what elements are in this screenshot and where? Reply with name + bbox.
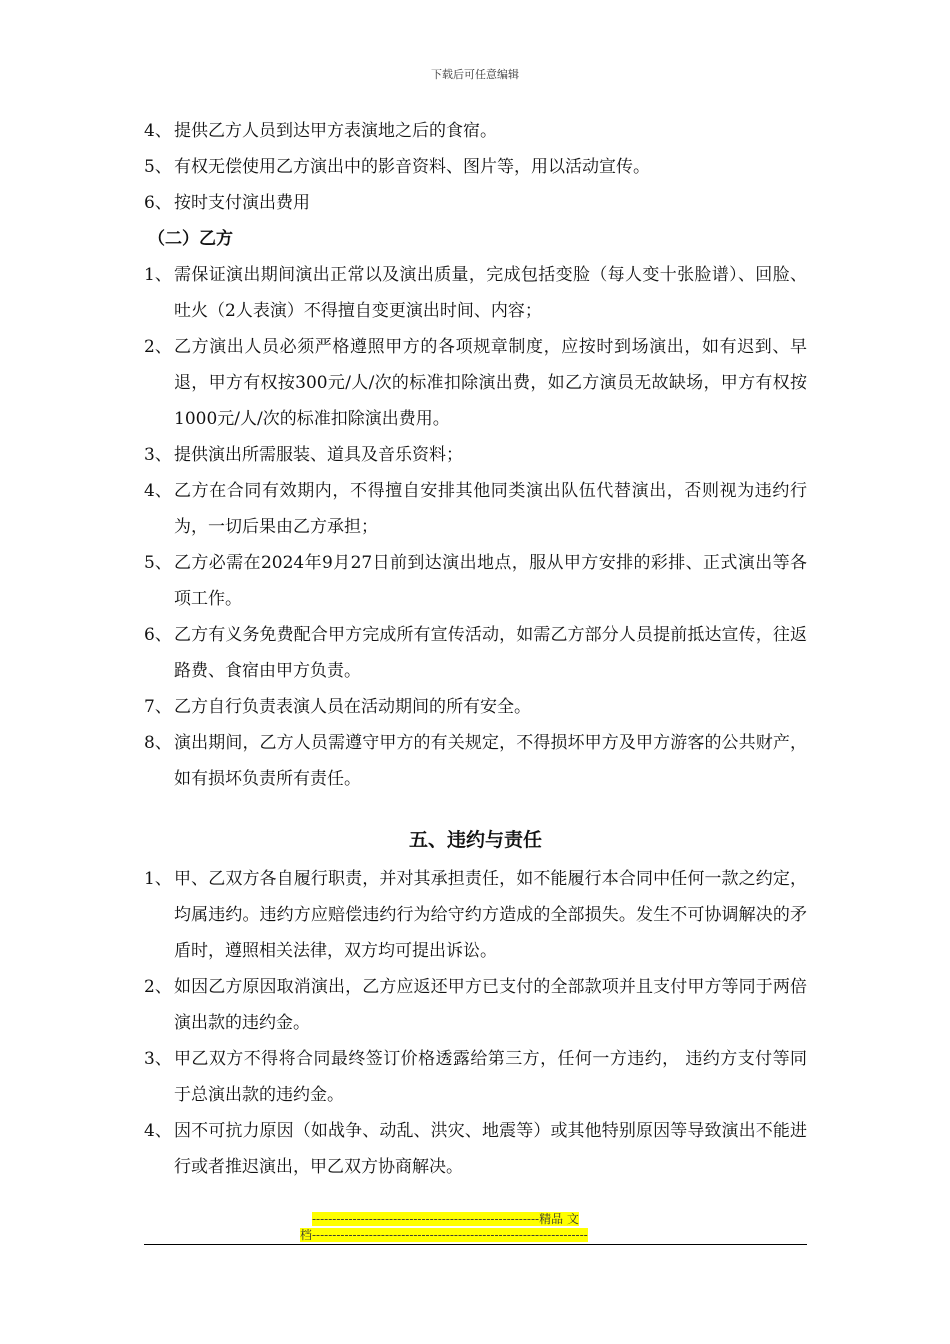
list-item bbox=[144, 329, 807, 437]
item-number: 2、 bbox=[144, 337, 172, 357]
list-item bbox=[144, 969, 807, 1041]
list-item bbox=[144, 725, 807, 797]
item-text: 乙方在合同有效期内，不得擅自安排其他同类演出队伍代替演出，否则视为违约行为，一切后果由乙方承担； bbox=[174, 481, 807, 537]
item-text: 提供乙方人员到达甲方表演地之后的食宿。 bbox=[174, 121, 497, 141]
list-item bbox=[144, 473, 807, 545]
list-item bbox=[144, 617, 807, 689]
page-header: 下载后可任意编辑 bbox=[431, 68, 519, 81]
item-text: 乙方必需在2024年9月27日前到达演出地点，服从甲方安排的彩排、正式演出等各项工作。 bbox=[174, 553, 807, 609]
item-text: 有权无偿使用乙方演出中的影音资料、图片等，用以活动宣传。 bbox=[174, 157, 650, 177]
item-text: 乙方演出人员必须严格遵照甲方的各项规章制度，应按时到场演出，如有迟到、早退，甲方有权按300元/人/次的标准扣除演出费，如乙方演员无故缺场，甲方有权按1000元/人/次的标准扣除演出费用。 bbox=[174, 337, 807, 429]
footer-line-2: 档-------------------------------------------------------------------- bbox=[300, 1228, 588, 1242]
item-number: 1、 bbox=[144, 265, 172, 285]
item-number: 5、 bbox=[144, 157, 172, 177]
document-body bbox=[144, 113, 807, 1185]
footer-line-1: --------------------------------------------------------精品 文 bbox=[312, 1212, 579, 1226]
list-item bbox=[144, 689, 807, 725]
item-text: 甲乙双方不得将合同最终签订价格透露给第三方，任何一方违约， 违约方支付等同于总演出款的违约金。 bbox=[174, 1049, 807, 1105]
item-text: 甲、乙双方各自履行职责，并对其承担责任，如不能履行本合同中任何一款之约定，均属违约。违约方应赔偿违约行为给守约方造成的全部损失。发生不可协调解决的矛盾时，遵照相关法律，双方均可提出诉讼。 bbox=[174, 869, 807, 961]
list-item bbox=[144, 1041, 807, 1113]
party-a-obligations-continued bbox=[144, 113, 807, 221]
list-item bbox=[144, 185, 807, 221]
list-item bbox=[144, 861, 807, 969]
breach-liability-clauses bbox=[144, 861, 807, 1185]
item-number: 5、 bbox=[144, 553, 172, 573]
item-number: 7、 bbox=[144, 697, 172, 717]
item-text: 如因乙方原因取消演出，乙方应返还甲方已支付的全部款项并且支付甲方等同于两倍演出款的违约金。 bbox=[174, 977, 807, 1033]
party-b-heading: （二）乙方 bbox=[148, 229, 233, 249]
item-text: 乙方自行负责表演人员在活动期间的所有安全。 bbox=[174, 697, 531, 717]
list-item bbox=[144, 545, 807, 617]
item-number: 3、 bbox=[144, 1049, 172, 1069]
section-title: 五、违约与责任 bbox=[408, 829, 542, 851]
item-number: 6、 bbox=[144, 193, 172, 213]
item-text: 需保证演出期间演出正常以及演出质量，完成包括变脸（每人变十张脸谱）、回脸、吐火（2人表演）不得擅自变更演出时间、内容； bbox=[174, 265, 807, 321]
item-text: 演出期间，乙方人员需遵守甲方的有关规定，不得损坏甲方及甲方游客的公共财产，如有损坏负责所有责任。 bbox=[174, 733, 807, 789]
list-item bbox=[144, 1113, 807, 1185]
footer-divider bbox=[144, 1244, 807, 1245]
item-text: 提供演出所需服装、道具及音乐资料； bbox=[174, 445, 463, 465]
page-footer bbox=[300, 1211, 650, 1243]
list-item bbox=[144, 437, 807, 473]
item-number: 8、 bbox=[144, 733, 172, 753]
list-item bbox=[144, 113, 807, 149]
item-number: 1、 bbox=[144, 869, 172, 889]
item-number: 2、 bbox=[144, 977, 172, 997]
item-text: 按时支付演出费用 bbox=[174, 193, 310, 213]
item-number: 4、 bbox=[144, 1121, 172, 1141]
item-text: 因不可抗力原因（如战争、动乱、洪灾、地震等）或其他特别原因等导致演出不能进行或者推迟演出，甲乙双方协商解决。 bbox=[174, 1121, 807, 1177]
item-number: 4、 bbox=[144, 481, 172, 501]
list-item bbox=[144, 257, 807, 329]
item-number: 3、 bbox=[144, 445, 172, 465]
item-number: 6、 bbox=[144, 625, 172, 645]
item-text: 乙方有义务免费配合甲方完成所有宣传活动，如需乙方部分人员提前抵达宣传，往返路费、食宿由甲方负责。 bbox=[174, 625, 807, 681]
list-item bbox=[144, 149, 807, 185]
party-b-obligations bbox=[144, 257, 807, 797]
item-number: 4、 bbox=[144, 121, 172, 141]
